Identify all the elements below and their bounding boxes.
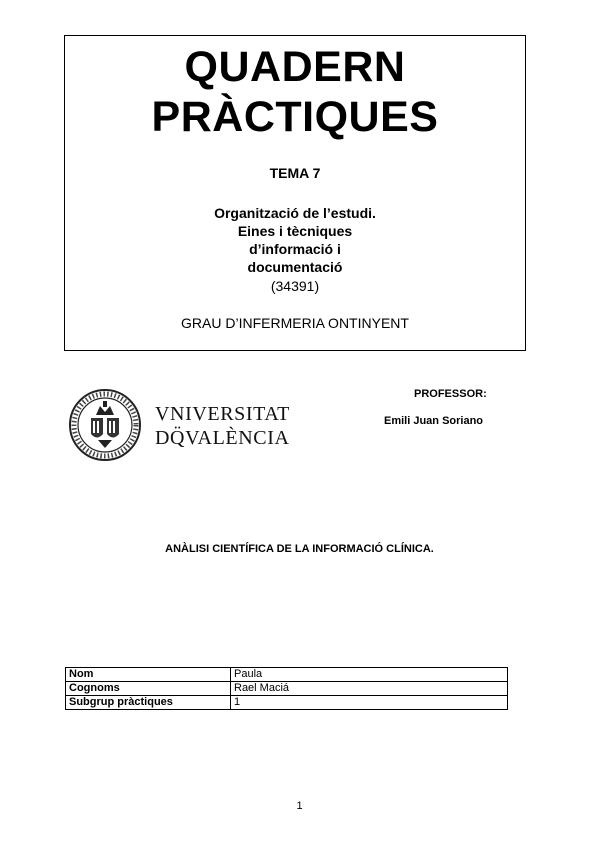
subject-line: documentació: [247, 259, 343, 275]
table-cell-label: Subgrup pràctiques: [66, 696, 231, 710]
subject-line: Organització de l’estudi.: [214, 205, 376, 221]
page-title: [65, 42, 525, 142]
title-line-2: PRÀCTIQUES: [151, 93, 439, 141]
university-name-line-1: VNIVERSITAT: [155, 403, 290, 425]
table-cell-label: Nom: [66, 668, 231, 682]
student-info-table: [65, 667, 508, 710]
professor-name: Emili Juan Soriano: [384, 415, 484, 427]
page-number: 1: [296, 800, 303, 812]
university-name-line-2: DQ̈VALÈNCIA: [155, 427, 290, 449]
subject-line: Eines i tècniques: [237, 223, 353, 239]
title-line-1: QUADERN: [184, 43, 406, 91]
title-box: [64, 35, 526, 351]
subject-line: d’informació i: [249, 241, 341, 257]
university-logo: [68, 388, 298, 464]
degree-name: GRAU D’INFERMERIA ONTINYENT: [181, 315, 409, 331]
professor-label: PROFESSOR:: [414, 388, 487, 400]
table-cell-value: Rael Maciá: [231, 682, 508, 696]
table-row: [66, 696, 508, 710]
table-cell-value: 1: [231, 696, 508, 710]
table-row: [66, 668, 508, 682]
university-seal-icon: [68, 388, 142, 462]
subject-title: [65, 204, 525, 276]
document-heading: ANÀLISI CIENTÍFICA DE LA INFORMACIÓ CLÍNICA.: [165, 543, 434, 555]
table-cell-value: Paula: [231, 668, 508, 682]
table-cell-label: Cognoms: [66, 682, 231, 696]
table-row: [66, 682, 508, 696]
tema-label: TEMA 7: [269, 165, 321, 181]
university-name: [155, 402, 290, 450]
subject-code: (34391): [270, 278, 320, 294]
